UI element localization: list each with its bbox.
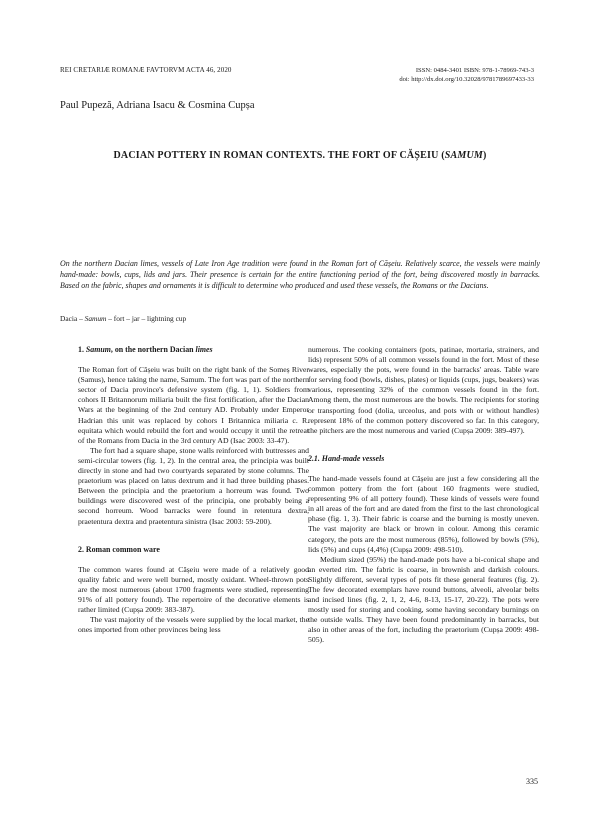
issn-doi-block — [399, 66, 534, 84]
paragraph: The common wares found at Cășeiu were made of a relatively good quality fabric and were well burned, mostly oxidant. Wheel-thrown pots are the most numerous (about 1700 fragments were studied, representing 91% of all pottery found). The repertoire of the decorative elements is rather limited (Cupșa 2009: 383-387). — [78, 564, 309, 615]
spacer — [308, 436, 539, 454]
title-main: DACIAN POTTERY IN ROMAN CONTEXTS. THE FORT OF CĂȘEIU ( — [113, 150, 445, 161]
right-column — [308, 345, 539, 646]
paragraph: The vast majority of the vessels were supplied by the local market, the ones imported from other provinces being less — [78, 615, 309, 635]
authors: Paul Pupeză, Adriana Isacu & Cosmina Cupșa — [60, 100, 255, 111]
paragraph: Medium sized (95%) the hand-made pots have a bi-conical shape and an everted rim. The fabric is coarse, in brownish and darkish colours. Slightly different, several types of pots fit these general features (fig. 2). The few decorated exemplars have round buttons, alveoli, alveolar belts and incised lines (fig. 2, 1, 2, 4-6, 8-13, 15-17, 20-22). The pots were mostly used for storing and cooking, some having secondary burnings on the outside walls. They have been found predominantly in barracks, but also in other areas of the fort, including the praetorium (Cupșa 2009: 498-505). — [308, 554, 539, 645]
issn-line: ISSN: 0484-3401 ISBN: 978-1-78969-743-3 — [415, 67, 534, 74]
heading-part: 1. — [78, 345, 86, 354]
section-heading-2: 2. Roman common ware — [78, 544, 160, 554]
paragraph: The fort had a square shape, stone walls reinforced with buttresses and semi-circular towers (fig. 1, 2). In the central area, the principia was built directly in stone and had two courtyards separated by stone columns. The praetorium was placed on latus dextrum and it had three building phases. Between the principia and the praetorium a horreum was found. Two buildings were discovered west of the principia, one probably being a second horreum. Wood barracks were found in retentura dextra, praetentura dextra and praetentura sinistra (Isac 2003: 59-200). — [78, 445, 309, 526]
paragraph: The Roman fort of Cășeiu was built on the right bank of the Someș River (Samus), hence taking the name, Samum. The fort was part of the northern sector of Dacia province's defensive system (fig. 1, 1). Soldiers from cohors II Britannorum miliaria built the first fortification, after the Dacian Wars at the beginning of the 2nd century AD. Probably under Emperor Hadrian this unit was replaced by cohors I Britannica miliaria c. R. equitata which would rebuild the fort and would occupy it until the retreat of the Romans from Dacia in the 3rd century AD (Isac 2003: 33-47). — [78, 365, 309, 445]
heading-part: , on the northern Dacian — [110, 345, 196, 354]
doi-line: doi: http://dx.doi.org/10.32028/9781789697433-33 — [399, 76, 534, 83]
heading-italic: Samum — [85, 345, 111, 354]
left-column — [78, 345, 309, 635]
keyword-part: Dacia – — [60, 314, 85, 323]
title-end: ) — [482, 150, 487, 161]
paper-title — [60, 150, 540, 161]
keywords — [60, 314, 186, 323]
paragraph: numerous. The cooking containers (pots, patinae, mortaria, strainers, and lids) represent 50% of all common vessels found in the fort. Most of these wares, especially the pots, were found in the barracks' areas. Table ware for serving food (bowls, dishes, plates) or liquids (cups, jugs, beakers) was various, representing 32% of the common vessels found in the fort. Among them, the most numerous are the bowls. The recipients for storing or transporting food (dolia, urceolus, and pots with or without handles) represent 18% of the common pottery discovered so far. In this category, the pitchers are the most numerous and varied (Cupșa 2009: 389-497). — [308, 345, 539, 435]
keyword-italic: Samum — [84, 314, 107, 323]
page-number: 335 — [526, 777, 538, 786]
title-italic: SAMUM — [444, 150, 483, 161]
heading-italic: limes — [195, 345, 213, 354]
keyword-part: – fort – jar – lightning cup — [106, 314, 187, 323]
spacer — [78, 527, 309, 545]
journal-header: REI CRETARIÆ ROMANÆ FAVTORVM ACTA 46, 2020 — [60, 66, 232, 74]
section-heading-1 — [78, 345, 309, 355]
section-heading-2-1: 2.1. Hand-made vessels — [308, 453, 385, 463]
abstract: On the northern Dacian limes, vessels of Late Iron Age tradition were found in the Roman fort of Cășeiu. Relatively scarce, the vessels were mainly hand-made: bowls, cups, lids and jars. Their presence is certain for the entire functioning period of the fort, being discovered mostly in barracks. Based on the fabric, shapes and ornaments it is difficult to determine who produced and used these vessels, the Romans or the Dacians. — [60, 259, 540, 290]
paragraph: The hand-made vessels found at Cășeiu are just a few considering all the common pottery from the fort (about 160 fragments were studied, representing 9% of all pottery found). These kinds of vessels were found in all areas of the fort and are dated from the first to the last chronological phase (fig. 1, 3). Their fabric is coarse and the burning is mostly uneven. The vast majority are black or brown in colour. Among this ceramic category, the pots are the most numerous (85%), followed by bowls (5%), lids (5%) and cups (4,4%) (Cupșa 2009: 498-510). — [308, 473, 539, 554]
